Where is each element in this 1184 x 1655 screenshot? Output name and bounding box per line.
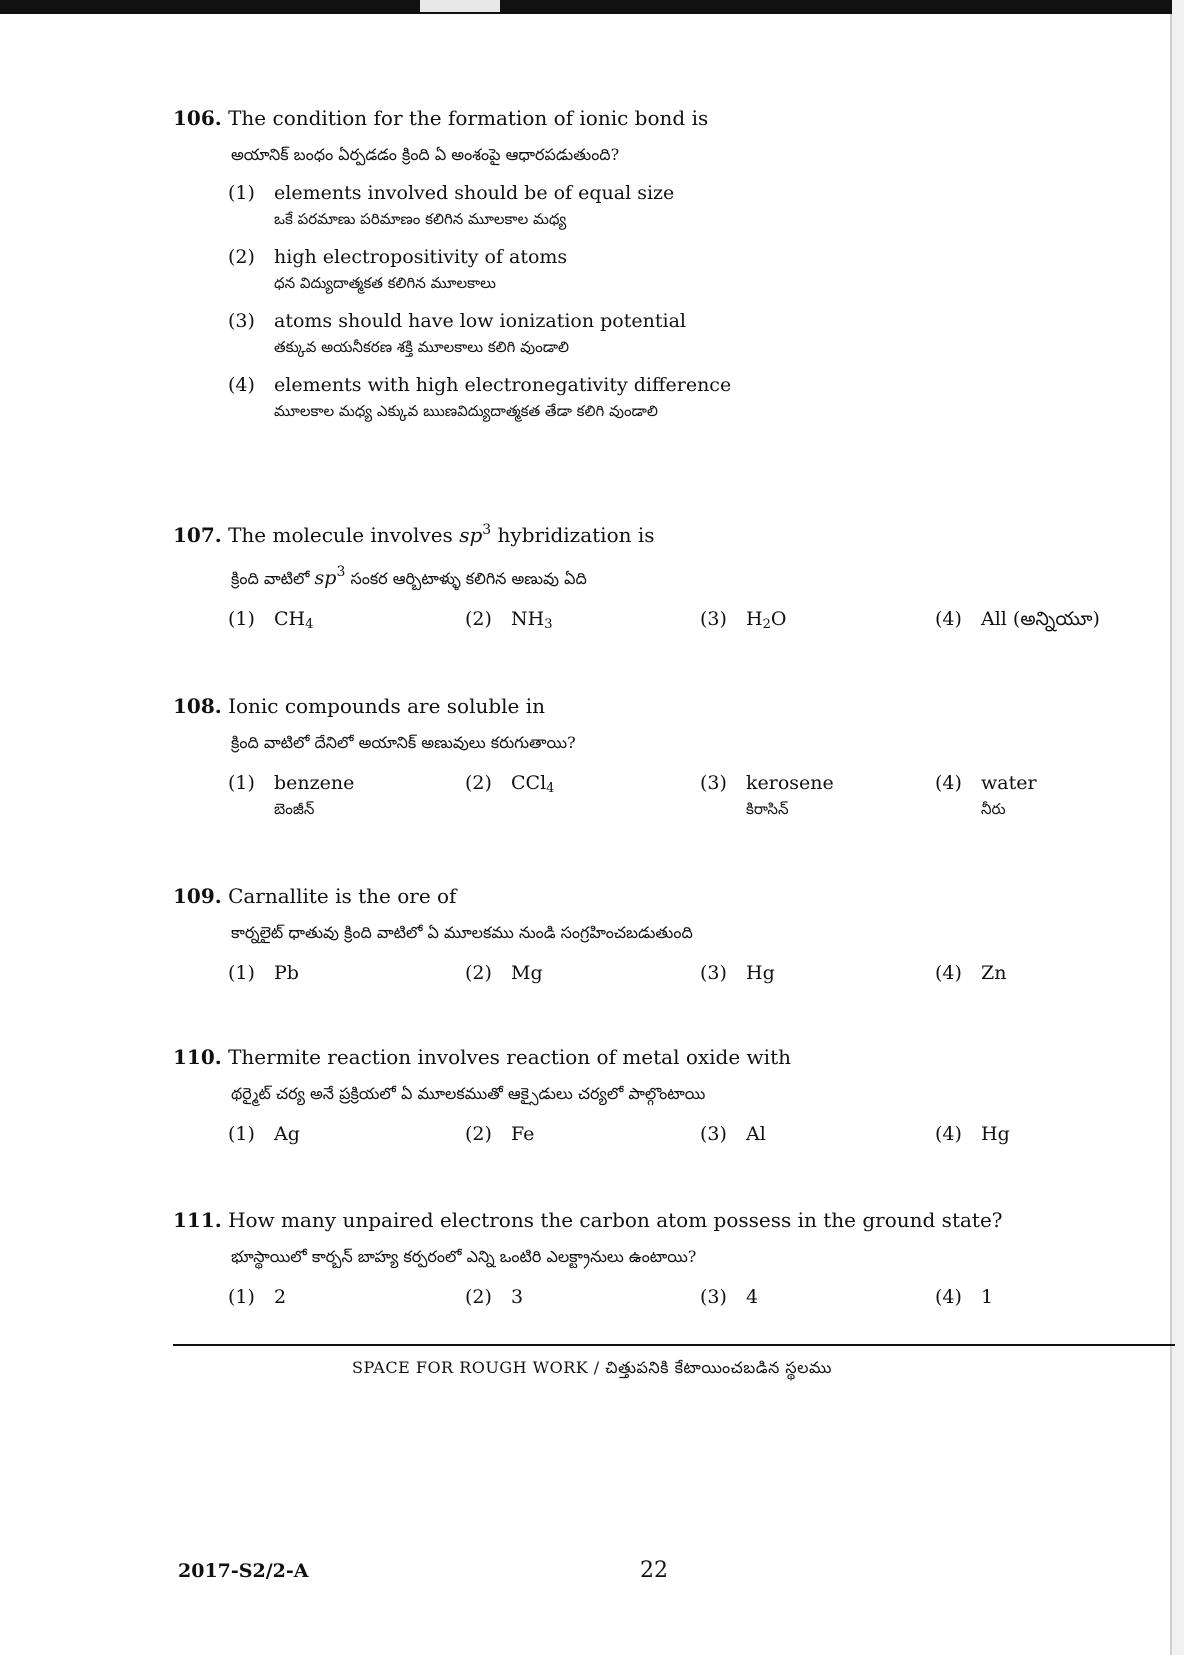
option-number: (1) bbox=[228, 962, 255, 984]
option-number: (4) bbox=[935, 772, 962, 794]
question-text: Ionic compounds are soluble in bbox=[228, 694, 546, 718]
question-text-telugu: థర్మైట్ చర్య అనే ప్రక్రియలో ఏ మూలకముతో ఆక్సైడులు చర్యలో పాల్గొంటాయి bbox=[231, 1084, 706, 1103]
option-number: (1) bbox=[228, 1286, 255, 1308]
option-text: kerosene bbox=[746, 772, 834, 794]
top-bar-notch bbox=[420, 0, 500, 12]
option-2[interactable] bbox=[465, 1286, 523, 1308]
page-number: 22 bbox=[640, 1558, 668, 1583]
formula-base: CCl bbox=[511, 772, 547, 794]
question-number: 106. bbox=[173, 106, 222, 130]
options-row bbox=[173, 1123, 1103, 1151]
top-black-bar bbox=[0, 0, 1172, 14]
option-1[interactable] bbox=[228, 1286, 286, 1308]
formula-tail: O bbox=[770, 608, 787, 630]
option-text: high electropositivity of atoms bbox=[274, 246, 568, 268]
option-number: (3) bbox=[700, 1286, 727, 1308]
options-row bbox=[173, 962, 1103, 990]
option-2[interactable] bbox=[465, 1123, 534, 1145]
question-text-telugu-start: క్రింది వాటిలో bbox=[231, 569, 310, 588]
question-number: 108. bbox=[173, 694, 222, 718]
question-108 bbox=[173, 694, 1103, 824]
option-text: Hg bbox=[746, 962, 775, 984]
options-row bbox=[173, 608, 1103, 636]
option-4[interactable] bbox=[935, 608, 1100, 630]
option-text: 4 bbox=[746, 1286, 759, 1308]
option-number: (3) bbox=[700, 962, 727, 984]
option-1[interactable] bbox=[228, 772, 354, 820]
question-text-start: The molecule involves bbox=[228, 523, 453, 547]
question-111 bbox=[173, 1208, 1103, 1314]
page-right-edge bbox=[1172, 0, 1184, 1655]
question-text: The condition for the formation of ionic bond is bbox=[228, 106, 709, 130]
option-number: (3) bbox=[700, 608, 727, 630]
question-number: 107. bbox=[173, 523, 222, 547]
option-text: water bbox=[981, 772, 1037, 794]
option-text-telugu: బెంజీన్ bbox=[274, 800, 315, 818]
option-text: 2 bbox=[274, 1286, 287, 1308]
option-1[interactable] bbox=[228, 182, 1103, 230]
option-text: atoms should have low ionization potential bbox=[274, 310, 686, 332]
option-3[interactable] bbox=[700, 962, 775, 984]
option-number: (4) bbox=[935, 608, 962, 630]
question-110 bbox=[173, 1045, 1103, 1151]
option-4[interactable] bbox=[228, 374, 1103, 422]
question-text-telugu: క్రింది వాటిలో దేనిలో అయానిక్ అణువులు కరుగుతాయి? bbox=[231, 733, 576, 752]
option-text-telugu: నీరు bbox=[981, 800, 1006, 818]
question-text-telugu: భూస్థాయిలో కార్బన్ బాహ్య కర్పరంలో ఎన్ని ఒంటిరి ఎలక్ట్రానులు ఉంటాయి? bbox=[231, 1247, 697, 1266]
options-list bbox=[173, 182, 1103, 422]
formula-subscript: 2 bbox=[762, 617, 771, 632]
superscript: 3 bbox=[482, 522, 492, 538]
option-number: (1) bbox=[228, 182, 255, 204]
sp-notation-telugu: sp bbox=[314, 567, 337, 589]
option-text-telugu: మూలకాల మధ్య ఎక్కువ ఋణవిద్యుదాత్మకత తేడా కలిగి వుండాలి bbox=[274, 402, 658, 420]
superscript-telugu: 3 bbox=[336, 564, 346, 580]
option-text-telugu: ఒకే పరమాణు పరిమాణం కలిగిన మూలకాల మధ్య bbox=[274, 210, 567, 228]
option-number: (1) bbox=[228, 1123, 255, 1145]
paper-code: 2017-S2/2-A bbox=[178, 1560, 309, 1582]
option-number: (2) bbox=[465, 1286, 492, 1308]
option-3[interactable] bbox=[700, 1286, 758, 1308]
option-number: (2) bbox=[465, 962, 492, 984]
option-1[interactable] bbox=[228, 608, 313, 636]
option-2[interactable] bbox=[228, 246, 1103, 294]
options-row bbox=[173, 1286, 1103, 1314]
option-1[interactable] bbox=[228, 962, 299, 984]
option-text: All (అన్నియూ) bbox=[981, 608, 1100, 630]
option-4[interactable] bbox=[935, 1123, 1010, 1145]
option-4[interactable] bbox=[935, 772, 1037, 820]
option-4[interactable] bbox=[935, 962, 1006, 984]
sp-notation: sp bbox=[459, 523, 483, 547]
option-number: (4) bbox=[935, 962, 962, 984]
option-number: (3) bbox=[228, 310, 255, 332]
question-text: How many unpaired electrons the carbon atom possess in the ground state? bbox=[228, 1208, 1003, 1232]
question-text: Carnallite is the ore of bbox=[228, 884, 457, 908]
rough-work-label: SPACE FOR ROUGH WORK / చిత్తుపనికి కేటాయించబడిన స్థలము bbox=[352, 1358, 832, 1377]
option-3[interactable] bbox=[700, 1123, 766, 1145]
rough-work-divider bbox=[173, 1344, 1175, 1346]
question-text-telugu: కార్నలైట్ ధాతువు క్రింది వాటిలో ఏ మూలకము నుండి సంగ్రహించబడుతుంది bbox=[231, 923, 693, 942]
question-text-telugu-end: సంకర ఆర్బిటాళ్ళు కలిగిన అణువు ఏది bbox=[350, 569, 587, 588]
option-number: (4) bbox=[228, 374, 255, 396]
option-3[interactable] bbox=[228, 310, 1103, 358]
option-text-telugu: కిరాసిన్ bbox=[746, 800, 789, 818]
question-text: Thermite reaction involves reaction of metal oxide with bbox=[228, 1045, 791, 1069]
option-text: elements with high electronegativity difference bbox=[274, 374, 732, 396]
option-text: Fe bbox=[511, 1123, 535, 1145]
question-106 bbox=[173, 106, 1103, 422]
option-text-telugu: ధన విద్యుదాత్మకత కలిగిన మూలకాలు bbox=[274, 274, 496, 292]
option-number: (2) bbox=[228, 246, 255, 268]
option-text: Ag bbox=[274, 1123, 300, 1145]
option-text: Hg bbox=[981, 1123, 1010, 1145]
question-107 bbox=[173, 518, 1103, 636]
option-text: Zn bbox=[981, 962, 1007, 984]
question-number: 110. bbox=[173, 1045, 222, 1069]
option-text: benzene bbox=[274, 772, 355, 794]
option-text: Al bbox=[746, 1123, 766, 1145]
option-4[interactable] bbox=[935, 1286, 993, 1308]
option-3[interactable] bbox=[700, 608, 786, 636]
option-number: (2) bbox=[465, 1123, 492, 1145]
formula-base: H bbox=[746, 608, 763, 630]
option-number: (3) bbox=[700, 772, 727, 794]
option-number: (3) bbox=[700, 1123, 727, 1145]
option-text: 1 bbox=[981, 1286, 994, 1308]
formula-subscript: 4 bbox=[305, 617, 314, 632]
option-number: (1) bbox=[228, 772, 255, 794]
option-text: Mg bbox=[511, 962, 543, 984]
option-text: 3 bbox=[511, 1286, 524, 1308]
options-row bbox=[173, 772, 1103, 824]
option-number: (2) bbox=[465, 608, 492, 630]
page-right-edge-line bbox=[1170, 14, 1172, 1655]
question-109 bbox=[173, 884, 1103, 990]
question-number: 111. bbox=[173, 1208, 222, 1232]
option-3[interactable] bbox=[700, 772, 834, 820]
option-text: elements involved should be of equal size bbox=[274, 182, 675, 204]
option-number: (2) bbox=[465, 772, 492, 794]
formula-base: NH bbox=[511, 608, 545, 630]
option-2[interactable] bbox=[465, 608, 552, 636]
option-text: Pb bbox=[274, 962, 299, 984]
question-number: 109. bbox=[173, 884, 222, 908]
question-text-telugu: అయానిక్ బంధం ఏర్పడడం క్రింది ఏ అంశంపై ఆధారపడుతుంది? bbox=[231, 145, 620, 164]
option-2[interactable] bbox=[465, 772, 554, 800]
option-2[interactable] bbox=[465, 962, 543, 984]
option-text-telugu: తక్కువ అయనీకరణ శక్తి మూలకాలు కలిగి వుండాలి bbox=[274, 338, 570, 356]
question-text-end: hybridization is bbox=[497, 523, 655, 547]
formula-subscript: 3 bbox=[544, 617, 553, 632]
option-1[interactable] bbox=[228, 1123, 300, 1145]
option-number: (4) bbox=[935, 1286, 962, 1308]
formula-base: CH bbox=[274, 608, 306, 630]
option-number: (4) bbox=[935, 1123, 962, 1145]
option-number: (1) bbox=[228, 608, 255, 630]
formula-subscript: 4 bbox=[546, 781, 555, 796]
